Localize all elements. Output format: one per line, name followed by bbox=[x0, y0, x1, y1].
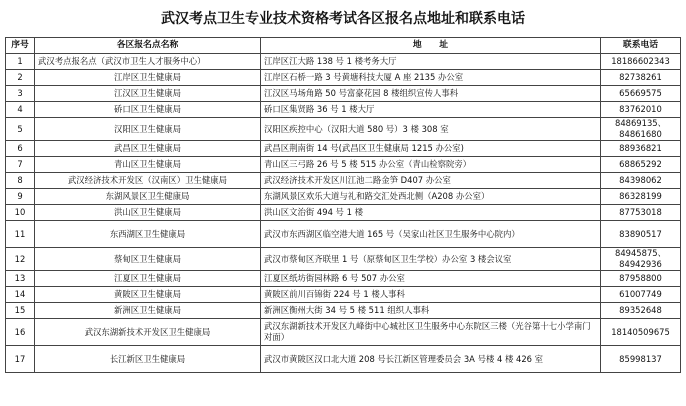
table-row bbox=[6, 173, 681, 189]
cell-no: 11 bbox=[6, 221, 35, 248]
cell-no: 9 bbox=[6, 189, 35, 205]
cell-address: 江夏区纸坊街园林路 6 号 507 办公室 bbox=[261, 271, 601, 287]
cell-no: 3 bbox=[6, 86, 35, 102]
cell-phone: 83762010 bbox=[601, 102, 681, 118]
cell-name: 青山区卫生健康局 bbox=[35, 157, 261, 173]
cell-address: 武昌区荆南街 14 号(武昌区卫生健康局 1215 办公室) bbox=[261, 141, 601, 157]
table-row bbox=[6, 189, 681, 205]
cell-address: 武汉经济技术开发区川江池二路金笋 D407 办公室 bbox=[261, 173, 601, 189]
cell-name: 江岸区卫生健康局 bbox=[35, 70, 261, 86]
cell-no: 4 bbox=[6, 102, 35, 118]
table-row bbox=[6, 221, 681, 248]
table-row bbox=[6, 271, 681, 287]
cell-phone: 86328199 bbox=[601, 189, 681, 205]
cell-name: 汉阳区卫生健康局 bbox=[35, 118, 261, 141]
cell-name: 黄陂区卫生健康局 bbox=[35, 287, 261, 303]
table-row bbox=[6, 54, 681, 70]
cell-no: 17 bbox=[6, 346, 35, 373]
cell-no: 6 bbox=[6, 141, 35, 157]
cell-name: 硚口区卫生健康局 bbox=[35, 102, 261, 118]
cell-name: 武汉经济技术开发区（汉南区）卫生健康局 bbox=[35, 173, 261, 189]
cell-address: 东湖风景区欢乐大道与礼和路交汇处西北侧（A208 办公室） bbox=[261, 189, 601, 205]
cell-phone: 87958800 bbox=[601, 271, 681, 287]
cell-no: 15 bbox=[6, 303, 35, 319]
cell-address: 武汉市蔡甸区齐联里 1 号（原蔡甸区卫生学校）办公室 3 楼会议室 bbox=[261, 248, 601, 271]
cell-no: 10 bbox=[6, 205, 35, 221]
table-row bbox=[6, 86, 681, 102]
cell-name: 东西湖区卫生健康局 bbox=[35, 221, 261, 248]
cell-address: 武汉市东西湖区临空港大道 165 号（吴家山社区卫生服务中心院内） bbox=[261, 221, 601, 248]
column-header-address: 地 址 bbox=[261, 38, 601, 54]
cell-phone: 87753018 bbox=[601, 205, 681, 221]
cell-name: 洪山区卫生健康局 bbox=[35, 205, 261, 221]
registration-table bbox=[5, 37, 681, 373]
cell-address: 武汉市黄陂区汉口北大道 208 号长江新区管理委员会 3A 号楼 4 楼 426 室 bbox=[261, 346, 601, 373]
cell-no: 14 bbox=[6, 287, 35, 303]
table-row bbox=[6, 157, 681, 173]
cell-address: 江汉区马场角路 50 号富豪花园 8 楼组织宣传人事科 bbox=[261, 86, 601, 102]
cell-address: 武汉东湖新技术开发区九峰街中心城社区卫生服务中心东院区三楼（光谷第十七小学南门对面） bbox=[261, 319, 601, 346]
cell-no: 1 bbox=[6, 54, 35, 70]
table-row bbox=[6, 118, 681, 141]
cell-phone: 68865292 bbox=[601, 157, 681, 173]
table-row bbox=[6, 102, 681, 118]
cell-name: 武汉东湖新技术开发区卫生健康局 bbox=[35, 319, 261, 346]
table-row bbox=[6, 346, 681, 373]
table-row bbox=[6, 303, 681, 319]
cell-phone: 84869135、84861680 bbox=[601, 118, 681, 141]
table-row bbox=[6, 319, 681, 346]
cell-phone: 84398062 bbox=[601, 173, 681, 189]
cell-phone: 18186602343 bbox=[601, 54, 681, 70]
cell-phone: 61007749 bbox=[601, 287, 681, 303]
column-header-phone: 联系电话 bbox=[601, 38, 681, 54]
cell-address: 洪山区文治街 494 号 1 楼 bbox=[261, 205, 601, 221]
cell-no: 5 bbox=[6, 118, 35, 141]
cell-no: 7 bbox=[6, 157, 35, 173]
table-row bbox=[6, 205, 681, 221]
cell-phone: 85998137 bbox=[601, 346, 681, 373]
table-row bbox=[6, 248, 681, 271]
cell-phone: 82738261 bbox=[601, 70, 681, 86]
cell-no: 8 bbox=[6, 173, 35, 189]
cell-address: 青山区三弓路 26 号 5 楼 515 办公室（青山检察院旁） bbox=[261, 157, 601, 173]
cell-phone: 83890517 bbox=[601, 221, 681, 248]
table-header-row bbox=[6, 38, 681, 54]
cell-name: 东湖风景区卫生健康局 bbox=[35, 189, 261, 205]
cell-phone: 65669575 bbox=[601, 86, 681, 102]
cell-name: 武昌区卫生健康局 bbox=[35, 141, 261, 157]
cell-phone: 18140509675 bbox=[601, 319, 681, 346]
cell-no: 13 bbox=[6, 271, 35, 287]
cell-name: 江汉区卫生健康局 bbox=[35, 86, 261, 102]
cell-name: 武汉考点报名点（武汉市卫生人才服务中心） bbox=[35, 54, 261, 70]
cell-address: 江岸区石桥一路 3 号黄塘科技大厦 A 座 2135 办公室 bbox=[261, 70, 601, 86]
cell-name: 长江新区卫生健康局 bbox=[35, 346, 261, 373]
page-title: 武汉考点卫生专业技术资格考试各区报名点地址和联系电话 bbox=[161, 11, 525, 27]
cell-address: 硚口区集贤路 36 号 1 楼大厅 bbox=[261, 102, 601, 118]
table-row bbox=[6, 141, 681, 157]
cell-phone: 84945875、84942936 bbox=[601, 248, 681, 271]
cell-no: 2 bbox=[6, 70, 35, 86]
cell-phone: 88936821 bbox=[601, 141, 681, 157]
column-header-name: 各区报名点名称 bbox=[35, 38, 261, 54]
table-row bbox=[6, 287, 681, 303]
cell-name: 江夏区卫生健康局 bbox=[35, 271, 261, 287]
cell-address: 新洲区衡州大街 34 号 5 楼 511 组织人事科 bbox=[261, 303, 601, 319]
cell-address: 汉阳区疾控中心（汉阳大道 580 号）3 楼 308 室 bbox=[261, 118, 601, 141]
cell-no: 12 bbox=[6, 248, 35, 271]
column-header-no: 序号 bbox=[6, 38, 35, 54]
cell-name: 蔡甸区卫生健康局 bbox=[35, 248, 261, 271]
cell-phone: 89352648 bbox=[601, 303, 681, 319]
table-row bbox=[6, 70, 681, 86]
cell-address: 江岸区江大路 138 号 1 楼考务大厅 bbox=[261, 54, 601, 70]
cell-name: 新洲区卫生健康局 bbox=[35, 303, 261, 319]
cell-address: 黄陂区前川百锦街 224 号 1 楼人事科 bbox=[261, 287, 601, 303]
cell-no: 16 bbox=[6, 319, 35, 346]
